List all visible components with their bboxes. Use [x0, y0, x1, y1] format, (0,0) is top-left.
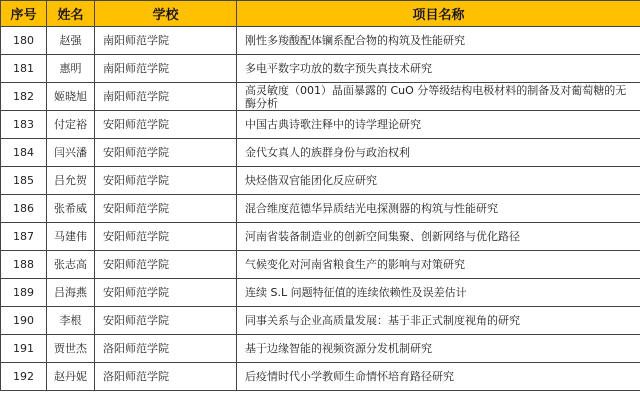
table-row: [1, 139, 640, 167]
cell-title: 炔烃偕双官能团化反应研究: [237, 167, 640, 195]
table-row: [1, 55, 640, 83]
cell-title: 中国古典诗歌注释中的诗学理论研究: [237, 111, 640, 139]
table-row: [1, 195, 640, 223]
cell-name: 付定裕: [47, 111, 95, 139]
cell-title: 多电平数字功放的数字预失真技术研究: [237, 55, 640, 83]
cell-school: 南阳师范学院: [95, 55, 237, 83]
table-row: [1, 335, 640, 363]
cell-num: 186: [1, 195, 47, 223]
cell-name: 马建伟: [47, 223, 95, 251]
cell-name: 赵丹妮: [47, 363, 95, 391]
header-name: 姓名: [47, 1, 95, 27]
header-num: 序号: [1, 1, 47, 27]
cell-num: 183: [1, 111, 47, 139]
cell-school: 安阳师范学院: [95, 307, 237, 335]
cell-title: 连续 S.L 问题特征值的连续依赖性及误差估计: [237, 279, 640, 307]
cell-num: 184: [1, 139, 47, 167]
cell-title: 同事关系与企业高质量发展：基于非正式制度视角的研究: [237, 307, 640, 335]
table-row: [1, 111, 640, 139]
cell-num: 190: [1, 307, 47, 335]
cell-name: 李根: [47, 307, 95, 335]
cell-school: 安阳师范学院: [95, 251, 237, 279]
table-row: [1, 27, 640, 55]
cell-name: 赵强: [47, 27, 95, 55]
cell-title: 高灵敏度（001）晶面暴露的 CuO 分等级结构电极材料的制备及对葡萄糖的无酶分析: [237, 83, 640, 111]
cell-school: 安阳师范学院: [95, 111, 237, 139]
cell-num: 187: [1, 223, 47, 251]
table-row: [1, 251, 640, 279]
table-row: [1, 167, 640, 195]
cell-num: 189: [1, 279, 47, 307]
header-row: [1, 1, 640, 27]
cell-title: 河南省装备制造业的创新空间集聚、创新网络与优化路径: [237, 223, 640, 251]
table-row: [1, 223, 640, 251]
table-row: [1, 363, 640, 391]
cell-school: 安阳师范学院: [95, 167, 237, 195]
header-title: 项目名称: [237, 1, 640, 27]
cell-school: 安阳师范学院: [95, 279, 237, 307]
cell-num: 180: [1, 27, 47, 55]
cell-school: 安阳师范学院: [95, 139, 237, 167]
cell-num: 188: [1, 251, 47, 279]
cell-name: 吕海燕: [47, 279, 95, 307]
cell-num: 185: [1, 167, 47, 195]
cell-num: 182: [1, 83, 47, 111]
cell-name: 张希威: [47, 195, 95, 223]
cell-title: 后疫情时代小学教师生命情怀培育路径研究: [237, 363, 640, 391]
cell-school: 南阳师范学院: [95, 83, 237, 111]
cell-name: 吕允贺: [47, 167, 95, 195]
cell-school: 安阳师范学院: [95, 195, 237, 223]
cell-school: 安阳师范学院: [95, 223, 237, 251]
table-row: [1, 83, 640, 111]
cell-title: 气候变化对河南省粮食生产的影响与对策研究: [237, 251, 640, 279]
cell-school: 洛阳师范学院: [95, 335, 237, 363]
cell-name: 贾世杰: [47, 335, 95, 363]
cell-title: 混合维度范德华异质结光电探测器的构筑与性能研究: [237, 195, 640, 223]
cell-title: 基于边缘智能的视频资源分发机制研究: [237, 335, 640, 363]
cell-name: 张志高: [47, 251, 95, 279]
table-row: [1, 307, 640, 335]
cell-title: 刚性多羧酸配体镧系配合物的构筑及性能研究: [237, 27, 640, 55]
cell-school: 南阳师范学院: [95, 27, 237, 55]
cell-num: 191: [1, 335, 47, 363]
cell-num: 192: [1, 363, 47, 391]
cell-name: 姬晓旭: [47, 83, 95, 111]
cell-name: 闫兴潘: [47, 139, 95, 167]
header-school: 学校: [95, 1, 237, 27]
cell-school: 洛阳师范学院: [95, 363, 237, 391]
cell-name: 惠明: [47, 55, 95, 83]
table-row: [1, 279, 640, 307]
cell-title: 金代女真人的族群身份与政治权利: [237, 139, 640, 167]
cell-num: 181: [1, 55, 47, 83]
